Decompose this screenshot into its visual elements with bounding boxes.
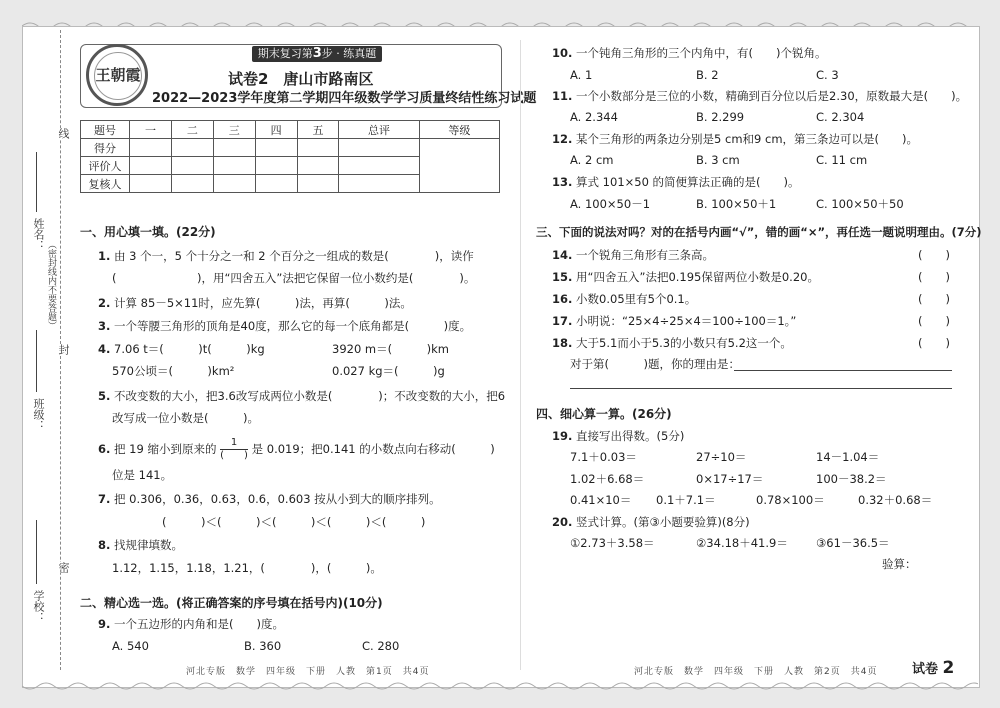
question-9-option-b: B. 360 — [244, 639, 282, 653]
fraction: 1 ( ) — [220, 437, 248, 461]
score-table — [80, 120, 500, 193]
question-4-b: 3920 m＝( )km — [332, 342, 449, 356]
calc-item: 0.78×100＝ — [756, 493, 825, 507]
question-14: 14. 一个锐角三角形有三条高。 — [552, 248, 715, 262]
table-cell: 二 — [171, 121, 213, 139]
brand-logo — [86, 44, 148, 106]
paper-label: 试卷 2 — [912, 658, 955, 678]
paper-subtitle: 2022—2023学年度第二学期四年级数学学习质量终结性练习试题 — [152, 91, 537, 106]
question-13-option-c: C. 100×50＋50 — [816, 197, 904, 211]
bottom-wavy-border — [22, 682, 978, 692]
section-4-title: 四、细心算一算。(26分) — [536, 407, 672, 421]
calc-item: 27÷10＝ — [696, 450, 747, 464]
vertical-calc-b: ②34.18＋41.9＝ — [696, 536, 788, 550]
answer-paren[interactable]: ( ) — [918, 336, 950, 350]
answer-paren[interactable]: ( ) — [918, 248, 950, 262]
question-4: 4. 7.06 t＝( )t( )kg — [98, 342, 265, 356]
seal-note: （密封线内不要答题） — [46, 240, 56, 330]
answer-paren[interactable]: ( ) — [918, 314, 950, 328]
class-line — [36, 330, 37, 392]
question-6-cont: 位是 141。 — [112, 468, 173, 482]
table-cell: 三 — [213, 121, 255, 139]
question-9: 9. 一个五边形的内角和是( )度。 — [98, 617, 285, 631]
calc-item: 0.41×10＝ — [570, 493, 632, 507]
school-line — [36, 520, 37, 584]
question-11: 11. 一个小数部分是三位的小数，精确到百分位以后是2.30，原数最大是( )。 — [552, 89, 968, 103]
question-7: 7. 把 0.306，0.36，0.63，0.6，0.603 按从小到大的顺序排列。 — [98, 492, 441, 506]
question-20: 20. 竖式计算。(第③小题要验算)(8分) — [552, 515, 750, 529]
seal-mark-line: 线 — [57, 128, 70, 139]
seal-mark-seal: 封 — [57, 344, 70, 355]
seal-mark-close: 密 — [57, 562, 70, 573]
question-12-option-a: A. 2 cm — [570, 153, 614, 167]
table-cell: 评价人 — [81, 157, 130, 175]
question-3: 3. 一个等腰三角形的顶角是40度，那么它的每一个底角都是( )度。 — [98, 319, 472, 333]
score-table-header — [81, 121, 500, 139]
table-cell: 题号 — [81, 121, 130, 139]
brand-logo-text: 王朝霞 — [94, 52, 142, 100]
vertical-calc-a: ①2.73＋3.58＝ — [570, 536, 655, 550]
step-number: 3 — [312, 46, 322, 61]
table-cell: 五 — [297, 121, 339, 139]
question-17: 17. 小明说：“25×4÷25×4＝100÷100＝1。” — [552, 314, 797, 328]
name-label: 姓名： — [32, 218, 45, 251]
question-11-option-b: B. 2.299 — [696, 110, 745, 124]
question-12-option-c: C. 11 cm — [816, 153, 868, 167]
reason-prompt: 对于第( )题，你的理由是： — [570, 357, 740, 371]
page-2-footer: 河北专版 数学 四年级 下册 人教 第2页 共4页 — [634, 667, 878, 677]
table-cell: 等级 — [419, 121, 499, 139]
class-label: 班级： — [32, 398, 45, 431]
question-5-cont: 改写成一位小数是( )。 — [112, 411, 259, 425]
section-3-title: 三、下面的说法对吗？对的在括号内画“√”，错的画“×”，再任选一题说明理由。(7分) — [536, 225, 982, 239]
table-cell: 总评 — [339, 121, 419, 139]
question-12: 12. 某个三角形的两条边分别是5 cm和9 cm，第三条边可以是( )。 — [552, 132, 918, 146]
question-8-sequence: 1.12，1.15，1.18，1.21，( )，( )。 — [112, 561, 382, 575]
paper-title: 试卷2 唐山市路南区 — [228, 70, 374, 88]
calc-item: 0×17÷17＝ — [696, 472, 764, 486]
calc-item: 14－1.04＝ — [816, 450, 880, 464]
question-2: 2. 计算 85－5×11时，应先算( )法，再算( )法。 — [98, 296, 412, 310]
vertical-calc-c: ③61－36.5＝ — [816, 536, 890, 550]
question-4-c: 570公顷＝( )km² — [112, 364, 235, 378]
question-18: 18. 大于5.1而小于5.3的小数只有5.2这一个。 — [552, 336, 792, 350]
table-cell: 四 — [255, 121, 297, 139]
table-cell: 复核人 — [81, 175, 130, 193]
question-19: 19. 直接写出得数。(5分) — [552, 429, 685, 443]
check-label: 验算： — [882, 557, 917, 571]
answer-paren[interactable]: ( ) — [918, 292, 950, 306]
section-1-title: 一、用心填一填。(22分) — [80, 225, 216, 239]
calc-item: 1.02＋6.68＝ — [570, 472, 645, 486]
school-label: 学校： — [32, 590, 45, 623]
question-1-cont: ( )，用“四舍五入”法把它保留一位小数约是( )。 — [112, 271, 476, 285]
table-cell: 一 — [130, 121, 172, 139]
question-13-option-b: B. 100×50＋1 — [696, 197, 777, 211]
reason-line-1[interactable] — [734, 370, 952, 371]
question-4-d: 0.027 kg＝( )g — [332, 364, 445, 378]
question-6: 6. 把 19 缩小到原来的 1 ( ) 是 0.019；把0.141 的小数点向右移动( ) — [98, 437, 495, 461]
name-line — [36, 152, 37, 212]
calc-item: 100－38.2＝ — [816, 472, 887, 486]
table-row — [81, 139, 500, 157]
question-12-option-b: B. 3 cm — [696, 153, 740, 167]
answer-paren[interactable]: ( ) — [918, 270, 950, 284]
question-13: 13. 算式 101×50 的简便算法正确的是( )。 — [552, 175, 800, 189]
question-10-option-a: A. 1 — [570, 68, 593, 82]
calc-item: 0.32＋0.68＝ — [858, 493, 933, 507]
question-13-option-a: A. 100×50－1 — [570, 197, 651, 211]
calc-item: 7.1＋0.03＝ — [570, 450, 637, 464]
question-1: 1. 由 3 个一，5 个十分之一和 2 个百分之一组成的数是( )，读作 — [98, 249, 474, 263]
question-15: 15. 用“四舍五入”法把0.195保留两位小数是0.20。 — [552, 270, 819, 284]
column-divider — [520, 40, 521, 670]
question-11-option-c: C. 2.304 — [816, 110, 865, 124]
table-cell: 得分 — [81, 139, 130, 157]
question-10-option-c: C. 3 — [816, 68, 839, 82]
question-16: 16. 小数0.05里有5个0.1。 — [552, 292, 697, 306]
calc-item: 0.1＋7.1＝ — [656, 493, 716, 507]
question-9-option-c: C. 280 — [362, 639, 400, 653]
question-8: 8. 找规律填数。 — [98, 538, 184, 552]
question-7-blanks: ( )＜( )＜( )＜( )＜( ) — [162, 515, 426, 529]
section-2-title: 二、精心选一选。(将正确答案的序号填在括号内)(10分) — [80, 596, 383, 610]
question-10: 10. 一个钝角三角形的三个内角中，有( )个锐角。 — [552, 46, 827, 60]
question-9-option-a: A. 540 — [112, 639, 149, 653]
reason-line-2[interactable] — [570, 388, 952, 389]
page-1-footer: 河北专版 数学 四年级 下册 人教 第1页 共4页 — [186, 667, 430, 677]
question-5: 5. 不改变数的大小，把3.6改写成两位小数是( )；不改变数的大小，把6 — [98, 389, 506, 403]
question-11-option-a: A. 2.344 — [570, 110, 618, 124]
review-step-banner: 期末复习第3步 · 练真题 — [252, 46, 382, 62]
question-10-option-b: B. 2 — [696, 68, 719, 82]
